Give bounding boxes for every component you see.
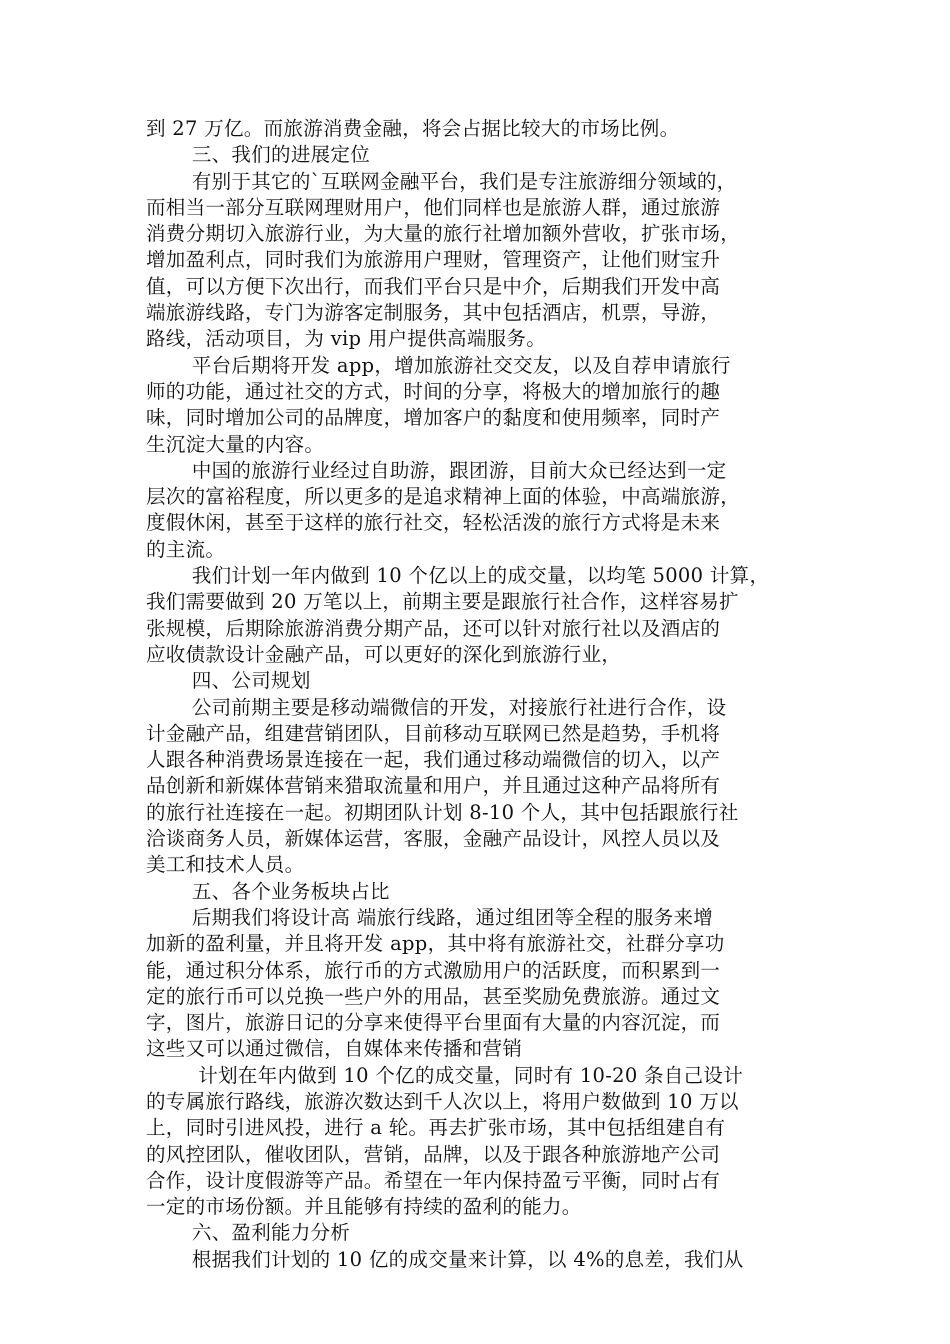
body-paragraph (146, 563, 806, 668)
paragraph-line: 字，图片，旅游日记的分享来使得平台里面有大量的内容沉淀，而 (146, 1011, 721, 1035)
body-paragraph (146, 1247, 806, 1273)
paragraph-line: 有别于其它的`互联网金融平台，我们是专注旅游细分领域的， (191, 169, 737, 193)
paragraph-line: 后期我们将设计高 端旅行线路，通过组团等全程的服务来增 (191, 905, 714, 929)
paragraph-line: 我们需要做到 20 万笔以上，前期主要是跟旅行社合作，这样容易扩 (146, 590, 739, 614)
paragraph-line: 定的旅行币可以兑换一些户外的用品，甚至奖励免费旅游。通过文 (146, 984, 721, 1008)
paragraph-line: 味，同时增加公司的品牌度，增加客户的黏度和使用频率，同时产 (146, 406, 721, 430)
paragraph-line: 加新的盈利量，并且将开发 app，其中将有旅游社交，社群分享功 (146, 932, 725, 956)
paragraph-line: 洽谈商务人员，新媒体运营，客服，金融产品设计，风控人员以及 (146, 827, 721, 851)
paragraph-line: 的专属旅行路线，旅游次数达到千人次以上，将用户数做到 10 万以 (146, 1089, 739, 1113)
paragraph-line: 层次的富裕程度，所以更多的是追求精神上面的体验，中高端旅游， (146, 485, 741, 509)
paragraph-line: 的主流。 (146, 537, 226, 561)
paragraph-line: 人跟各种消费场景连接在一起，我们通过移动端微信的切入，以产 (146, 748, 721, 772)
paragraph-continuation: 到 27 万亿。而旅游消费金融，将会占据比较大的市场比例。 (146, 117, 680, 140)
paragraph-line: 上，同时引进风投，进行 a 轮。再去扩张市场，其中包括组建自有 (146, 1116, 726, 1140)
paragraph-line: 我们计划一年内做到 10 个亿以上的成交量，以均笔 5000 计算， (191, 564, 770, 588)
paragraph-line: 的风控团队，催收团队，营销，品牌，以及于跟各种旅游地产公司 (146, 1142, 721, 1166)
section-heading: 五、各个业务板块占比 (191, 879, 390, 903)
paragraph-line: 度假休闲，甚至于这样的旅行社交，轻松活泼的旅行方式将是未来 (146, 511, 721, 535)
paragraph-line: 合作，设计度假游等产品。希望在一年内保持盈亏平衡，同时占有 (146, 1168, 721, 1192)
body-paragraph (146, 695, 806, 879)
paragraph-line: 品创新和新媒体营销来猎取流量和用户，并且通过这种产品将所有 (146, 774, 721, 798)
paragraph-line: 能，通过积分体系，旅行币的方式激励用户的活跃度，而积累到一 (146, 958, 721, 982)
paragraph-line: 中国的旅游行业经过自助游，跟团游，目前大众已经达到一定 (191, 458, 727, 482)
section-heading: 六、盈利能力分析 (191, 1221, 351, 1245)
body-paragraph (146, 905, 806, 1063)
paragraph-line: 计划在年内做到 10 个亿的成交量，同时有 10-20 条自己设计 (191, 1063, 744, 1087)
paragraph-line: 美工和技术人员。 (146, 853, 305, 877)
paragraph-line: 生沉淀大量的内容。 (146, 432, 325, 456)
paragraph-line: 根据我们计划的 10 亿的成交量来计算，以 4%的息差，我们从 (191, 1247, 744, 1271)
paragraph-line: 师的功能，通过社交的方式，时间的分享，将极大的增加旅行的趣 (146, 379, 721, 403)
paragraph-line: 而相当一部分互联网理财用户，他们同样也是旅游人群，通过旅游 (146, 195, 721, 219)
paragraph-line: 计金融产品，组建营销团队，目前移动互联网已然是趋势，手机将 (146, 721, 721, 745)
paragraph-line: 平台后期将开发 app，增加旅游社交交友，以及自荐申请旅行 (191, 353, 731, 377)
paragraph-line: 端旅游线路，专门为游客定制服务，其中包括酒店，机票，导游， (146, 301, 721, 325)
paragraph-line: 增加盈利点，同时我们为旅游用户理财，管理资产，让他们财宝升 (146, 248, 721, 272)
body-paragraph (146, 169, 806, 353)
section-heading: 三、我们的进展定位 (191, 143, 371, 167)
section-heading: 四、公司规划 (191, 669, 311, 693)
body-paragraph (146, 353, 806, 458)
body-paragraph (146, 458, 806, 563)
paragraph-line: 一定的市场份额。并且能够有持续的盈利的能力。 (146, 1195, 582, 1219)
paragraph-line: 应收债款设计金融产品，可以更好的深化到旅游行业， (146, 642, 622, 666)
paragraph-line: 张规模，后期除旅游消费分期产品，还可以针对旅行社以及酒店的 (146, 616, 721, 640)
paragraph-line: 值，可以方便下次出行，而我们平台只是中介，后期我们开发中高 (146, 274, 721, 298)
paragraph-line: 路线，活动项目，为 vip 用户提供高端服务。 (146, 327, 547, 351)
paragraph-line: 公司前期主要是移动端微信的开发，对接旅行社进行合作，设 (191, 695, 727, 719)
paragraph-line: 的旅行社连接在一起。初期团队计划 8-10 个人，其中包括跟旅行社 (146, 800, 739, 824)
paragraph-line: 这些又可以通过微信，自媒体来传播和营销 (146, 1037, 523, 1061)
body-paragraph (146, 1063, 806, 1221)
document-body (146, 116, 806, 1273)
paragraph-line: 消费分期切入旅游行业，为大量的旅行社增加额外营收，扩张市场， (146, 222, 741, 246)
